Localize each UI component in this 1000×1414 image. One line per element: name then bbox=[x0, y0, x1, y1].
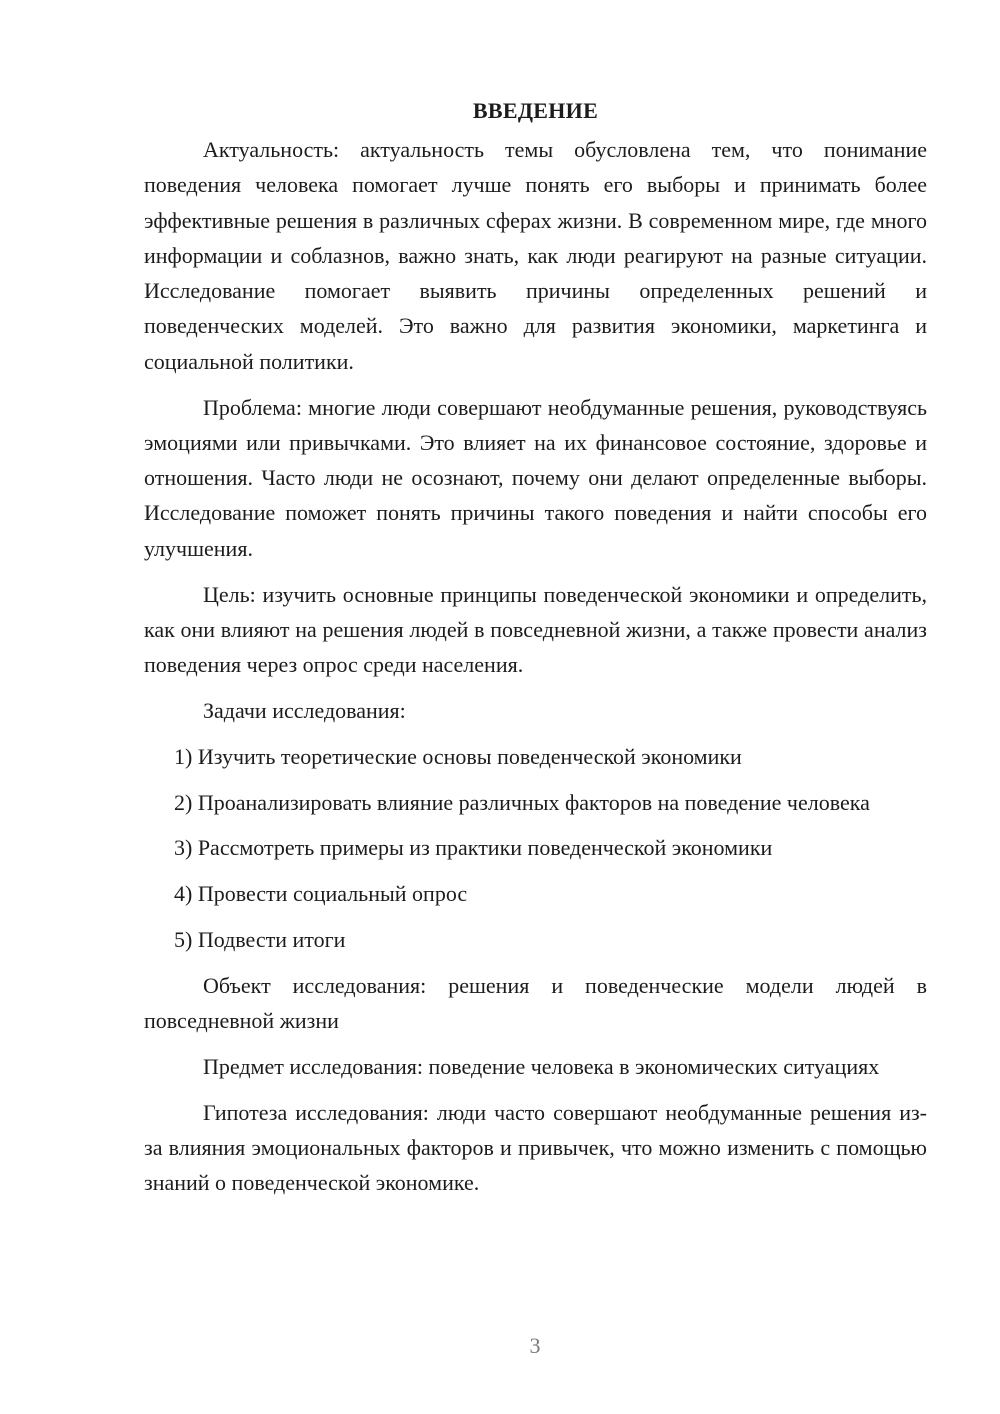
task-item-2: 2) Проанализировать влияние различных факторов на поведение человека bbox=[174, 789, 870, 815]
paragraph-subject: Предмет исследования: поведение человека в экономических ситуациях bbox=[203, 1053, 880, 1079]
task-item-3: 3) Рассмотреть примеры из практики поведенческой экономики bbox=[174, 835, 773, 861]
section-title: ВВЕДЕНИЕ bbox=[472, 98, 599, 123]
task-item-4: 4) Провести социальный опрос bbox=[174, 881, 468, 907]
paragraph-tasks-heading: Задачи исследования: bbox=[203, 697, 406, 723]
paragraph-problem: Проблема: многие люди совершают необдуманные решения, руководствуясь эмоциями или привычками. Это влияет на их финансовое состояние, здоровье и отношения. Часто люди не осознают, почему они делают определенные выборы. Исследование поможет понять причины такого поведения и найти способы его улучшения. bbox=[144, 394, 927, 561]
paragraph-goal: Цель: изучить основные принципы поведенческой экономики и определить, как они влияют на решения людей в повседневной жизни, а также провести анализ поведения через опрос среди населения. bbox=[144, 581, 927, 678]
document-page bbox=[144, 94, 927, 1211]
paragraph-relevance: Актуальность: актуальность темы обусловлена тем, что понимание поведения человека помогает лучше понять его выборы и принимать более эффективные решения в различных сферах жизни. В современном мире, где много информации и соблазнов, важно знать, как люди реагируют на разные ситуации. Исследование помогает выявить причины определенных решений и поведенческих моделей. Это важно для развития экономики, маркетинга и социальной политики. bbox=[144, 137, 927, 374]
paragraph-object: Объект исследования: решения и поведенческие модели людей в повседневной жизни bbox=[144, 972, 927, 1034]
task-item-1: 1) Изучить теоретические основы поведенческой экономики bbox=[174, 743, 742, 769]
task-item-5: 5) Подвести итоги bbox=[174, 926, 346, 952]
page-number: 3 bbox=[529, 1333, 541, 1358]
paragraph-hypothesis: Гипотеза исследования: люди часто совершают необдуманные решения из-за влияния эмоциональных факторов и привычек, что можно изменить с помощью знаний о поведенческой экономике. bbox=[144, 1099, 927, 1196]
